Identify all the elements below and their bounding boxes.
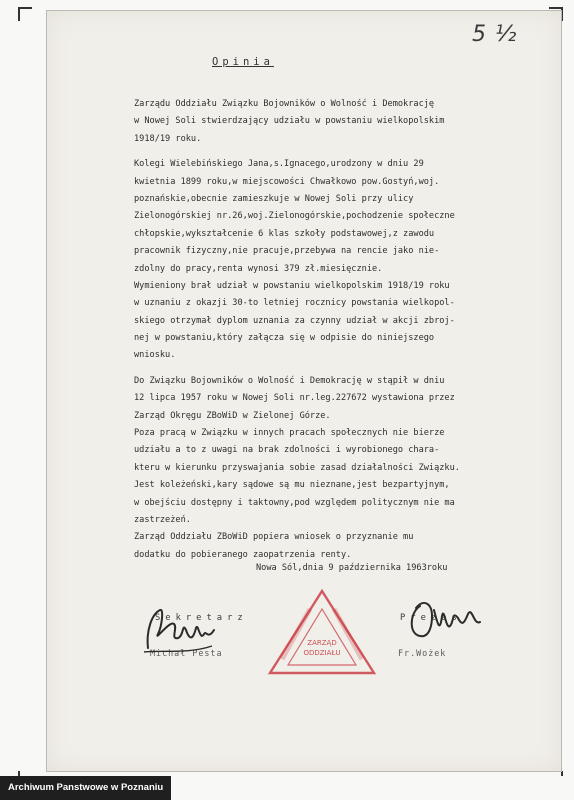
paragraph-gap — [134, 148, 529, 156]
body-line: Kolegi Wielebińskiego Jana,s.Ignacego,urodzony w dniu 29 — [134, 159, 424, 170]
archive-label: Archiwum Panstwowe w Poznaniu — [0, 776, 171, 800]
president-signature — [402, 586, 492, 650]
secretary-role-label: Sekretarz — [155, 613, 248, 623]
handwritten-page-number: 5 ½ — [472, 22, 518, 47]
body-line: skiego otrzymał dyplom uznania za czynny udział w akcji zbroj- — [134, 315, 455, 326]
body-line: Wymieniony brał udział w powstaniu wielkopolskim 1918/19 roku — [134, 280, 450, 291]
paragraph-gap — [134, 365, 529, 373]
document-body — [134, 96, 529, 564]
body-line: w Nowej Soli stwierdzający udziału w powstaniu wielkopolskim — [134, 116, 445, 127]
crop-mark-top-left — [18, 7, 32, 21]
body-line: zdolny do pracy,renta wynosi 379 zł.miesięcznie. — [134, 263, 383, 274]
body-line: Do Związku Bojowników o Wolność i Demokrację w stąpił w dniu — [134, 375, 445, 386]
body-line: poznańskie,obecnie zamieszkuje w Nowej Soli przy ulicy — [134, 193, 414, 204]
body-line: nej w powstaniu,który załącza się w odpisie do niniejszego — [134, 333, 435, 344]
body-line: 12 lipca 1957 roku w Nowej Soli nr.leg.227672 wystawiona przez — [134, 393, 455, 404]
secretary-name: Michał Pesta — [150, 648, 223, 658]
document-title: Opinia — [212, 56, 274, 68]
body-line: 1918/19 roku. — [134, 133, 202, 144]
body-line: chłopskie,wykształcenie 6 klas szkoły podstawowej,z zawodu — [134, 228, 435, 239]
stamp-line-2: ODDZIAŁU — [303, 649, 341, 657]
official-stamp — [262, 585, 382, 684]
body-line: udziału a to z uwagi na brak zdolności i wyrobionego chara- — [134, 445, 440, 456]
body-line: Zarządu Oddziału Związku Bojowników o Wolność i Demokrację — [134, 99, 435, 109]
body-line: dodatku do pobieranego zaopatrzenia renty. — [134, 549, 352, 560]
body-line: wniosku. — [134, 350, 176, 361]
body-line: Poza pracą w Związku w innych pracach społecznych nie bierze — [134, 428, 445, 439]
secretary-signature — [140, 600, 220, 664]
body-line: pracownik fizyczny,nie pracuje,przebywa na rencie jako nie- — [134, 246, 440, 257]
body-line: Zielonogórskiej nr.26,woj.Zielonogórskie,pochodzenie społeczne — [134, 211, 455, 222]
date-line: Nowa Sól,dnia 9 października 1963roku — [256, 563, 448, 573]
body-line: kteru w kierunku przyswajania sobie zasad działalności Związku. — [134, 462, 460, 473]
body-line: Jest koleżeński,kary sądowe są mu nieznane,jest bezpartyjnym, — [134, 480, 450, 491]
president-role-label: Prezes — [400, 613, 462, 623]
body-line: kwietnia 1899 roku,w miejscowości Chwałkowo pow.Gostyń,woj. — [134, 176, 440, 187]
stamp-line-1: ZARZĄD — [307, 639, 337, 647]
archive-footer — [0, 776, 574, 800]
body-line: Zarząd Oddziału ZBoWiD popiera wniosek o przyznanie mu — [134, 532, 414, 543]
body-line: Zarząd Okręgu ZBoWiD w Zielonej Górze. — [134, 410, 331, 421]
body-line: zastrzeżeń. — [134, 514, 191, 525]
body-line: w uznaniu z okazji 30-to letniej rocznicy powstania wielkopol- — [134, 298, 455, 309]
body-line: w obejściu dostępny i taktowny,pod względem politycznym nie ma — [134, 497, 455, 508]
president-name: Fr.Wożek — [398, 648, 447, 658]
